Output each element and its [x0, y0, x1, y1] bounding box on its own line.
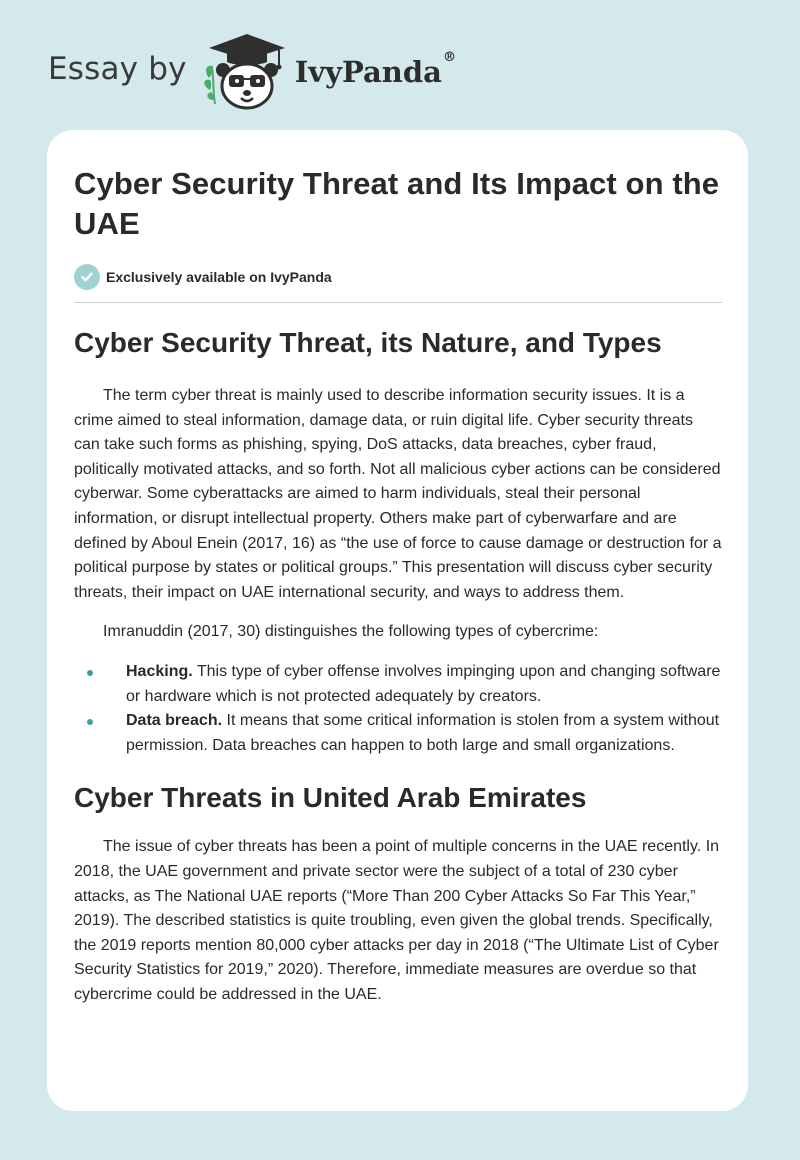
paragraph: The term cyber threat is mainly used to describe information security issues. It is a crime aimed to steal information, damage data, or ruin digital life. Cyber security threats can take such forms as phishing, spying, DoS attacks, data breaches, cyber fraud, politically motivated attacks, and so forth. Not all malicious cyber actions can be considered cyberwar. Some cyberattacks are aimed to harm individuals, steal their personal information, or disrupt intellectual property. Others make part of cyberwarfare and are defined by Aboul Enein (2017, 16) as “the use of force to cause damage or destruction for a political purpose by states or political groups.” This presentation will discuss cyber security threats, their impact on UAE international security, and ways to address them. [74, 387, 722, 601]
section-heading: Cyber Security Threat, its Nature, and Types [74, 327, 662, 358]
divider [74, 302, 722, 303]
registered-mark: ® [442, 50, 456, 66]
exclusive-badge-text: Exclusively available on IvyPanda [106, 269, 332, 285]
panda-logo-icon[interactable] [201, 30, 293, 114]
bullet-icon [87, 719, 93, 725]
list-item [74, 709, 722, 758]
paragraph: Imranuddin (2017, 30) distinguishes the following types of cybercrime: [103, 623, 599, 641]
essay-card [47, 130, 748, 1111]
page-title: Cyber Security Threat and Its Impact on the UAE [74, 166, 720, 241]
list-item-text: It means that some critical information is stolen from a system without permission. Data breaches can happen to both large and small organizations. [126, 712, 720, 754]
site-header [48, 30, 456, 114]
essay-by-label: Essay by [48, 51, 187, 87]
bullet-icon [87, 670, 93, 676]
check-icon [74, 264, 100, 290]
list-item-text: This type of cyber offense involves impinging upon and changing software or hardware which is not protected adequately by creators. [126, 662, 721, 705]
brand-name[interactable] [294, 50, 456, 89]
paragraph: The issue of cyber threats has been a point of multiple concerns in the UAE recently. In 2018, the UAE government and private sector were the subject of a total of 230 cyber attacks, as The National UAE reports (“More Than 200 Cyber Attacks So Far This Year,” 2019). The described statistics is quite troubling, even given the global trends. Specifically, the 2019 reports mention 80,000 cyber attacks per day in 2018 (“The Ultimate List of Cyber Security Statistics for 2019,” 2020). Therefore, immediate measures are overdue so that cybercrime could be addressed in the UAE. [74, 838, 720, 1003]
section-heading: Cyber Threats in United Arab Emirates [74, 782, 587, 814]
cybercrime-types-list [74, 660, 722, 758]
brand-text: IvyPanda [294, 55, 442, 89]
list-item-term: Hacking. [126, 662, 193, 680]
exclusive-badge [74, 263, 722, 291]
list-item-term: Data breach. [126, 712, 223, 730]
list-item [74, 660, 722, 709]
